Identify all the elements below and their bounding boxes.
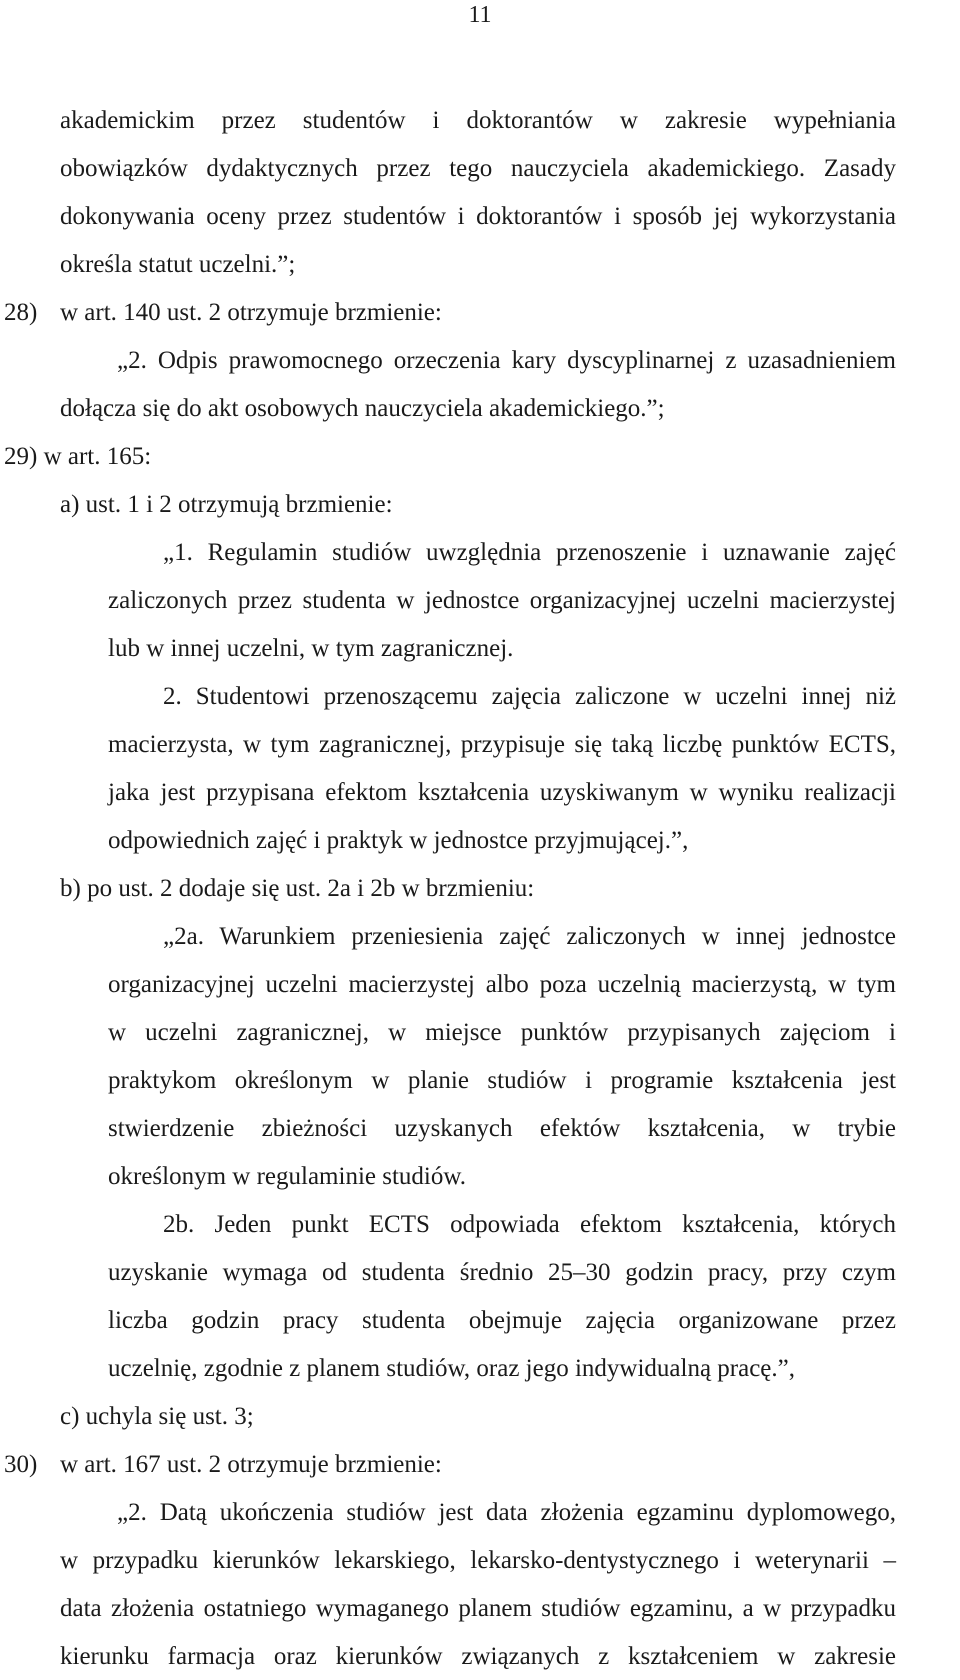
item-number: 28) — [4, 299, 38, 326]
text-line: uczelnię, zgodnie z planem studiów, oraz jego indywidualną pracę.”, — [108, 1355, 795, 1382]
text-line: zaliczonych przez studenta w jednostce organizacyjnej uczelni macierzystej — [108, 587, 896, 614]
text-line: 2. Studentowi przenoszącemu zajęcia zaliczone w uczelni innej niż — [163, 683, 896, 710]
text-line: lub w innej uczelni, w tym zagranicznej. — [108, 635, 514, 662]
text-line: kierunku farmacja oraz kierunków związanych z kształceniem w zakresie — [60, 1643, 896, 1670]
text-line: data złożenia ostatniego wymaganego planem studiów egzaminu, a w przypadku — [60, 1595, 896, 1622]
text-line: macierzysta, w tym zagranicznej, przypisuje się taką liczbę punktów ECTS, — [108, 731, 896, 758]
page-number: 11 — [468, 2, 492, 28]
text-line: akademickim przez studentów i doktorantów w zakresie wypełniania — [60, 107, 896, 134]
item-number: 30) — [4, 1451, 38, 1478]
item-text: w art. 167 ust. 2 otrzymuje brzmienie: — [60, 1451, 442, 1478]
text-line: dołącza się do akt osobowych nauczyciela akademickiego.”; — [60, 395, 665, 422]
text-line: określonym w regulaminie studiów. — [108, 1163, 467, 1190]
text-line: uzyskanie wymaga od studenta średnio 25–30 godzin pracy, przy czym — [108, 1259, 896, 1286]
text-line: „2. Datą ukończenia studiów jest data złożenia egzaminu dyplomowego, — [117, 1499, 896, 1526]
text-line: określa statut uczelni.”; — [60, 251, 296, 278]
list-item-29: 29) w art. 165: — [4, 443, 152, 470]
text-line: dokonywania oceny przez studentów i doktorantów i sposób jej wykorzystania — [60, 203, 896, 230]
text-line: „1. Regulamin studiów uwzględnia przenoszenie i uznawanie zajęć — [163, 539, 896, 566]
text-line: obowiązków dydaktycznych przez tego nauczyciela akademickiego. Zasady — [60, 155, 896, 182]
text-line: odpowiednich zajęć i praktyk w jednostce przyjmującej.”, — [108, 827, 689, 854]
text-line: „2. Odpis prawomocnego orzeczenia kary dyscyplinarnej z uzasadnieniem — [117, 347, 896, 374]
text-line: organizacyjnej uczelni macierzystej albo poza uczelnią macierzystą, w tym — [108, 971, 896, 998]
item-text: w art. 140 ust. 2 otrzymuje brzmienie: — [60, 299, 442, 326]
text-line: w przypadku kierunków lekarskiego, lekarsko-dentystycznego i weterynarii – — [60, 1547, 896, 1574]
text-line: stwierdzenie zbieżności uzyskanych efektów kształcenia, w trybie — [108, 1115, 896, 1142]
sub-item-29a: a) ust. 1 i 2 otrzymują brzmienie: — [60, 491, 393, 518]
text-line: 2b. Jeden punkt ECTS odpowiada efektom kształcenia, których — [163, 1211, 896, 1238]
text-line: „2a. Warunkiem przeniesienia zajęć zaliczonych w innej jednostce — [163, 923, 896, 950]
text-line: liczba godzin pracy studenta obejmuje zajęcia organizowane przez — [108, 1307, 896, 1334]
text-line: praktykom określonym w planie studiów i programie kształcenia jest — [108, 1067, 896, 1094]
text-line: jaka jest przypisana efektom kształcenia uzyskiwanym w wyniku realizacji — [108, 779, 896, 806]
sub-item-29b: b) po ust. 2 dodaje się ust. 2a i 2b w brzmieniu: — [60, 875, 535, 902]
sub-item-29c: c) uchyla się ust. 3; — [60, 1403, 254, 1430]
text-line: w uczelni zagranicznej, w miejsce punktów przypisanych zajęciom i — [108, 1019, 896, 1046]
